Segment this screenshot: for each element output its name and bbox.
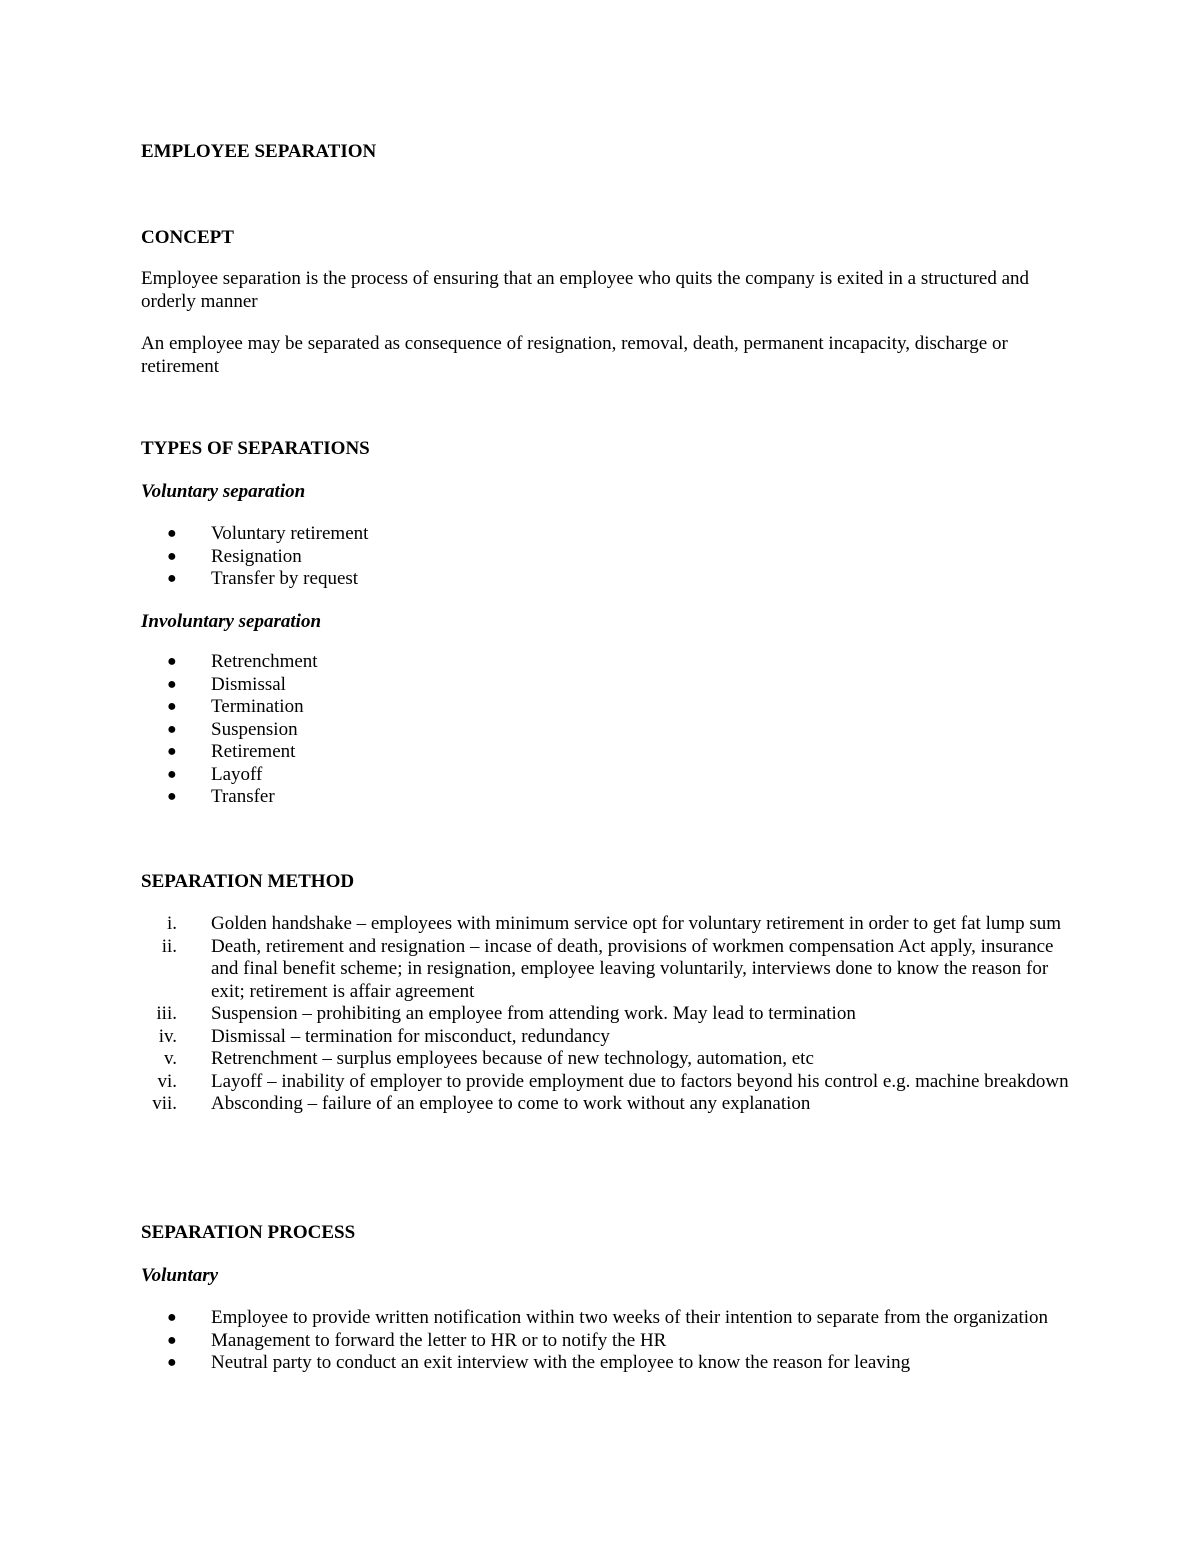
bullet-icon: ● — [167, 1331, 177, 1349]
bullet-icon: ● — [167, 1309, 177, 1326]
bullet-icon: ● — [167, 720, 177, 738]
bullet-icon: ● — [167, 743, 177, 760]
list-item: v. Retrenchment – surplus employees because of new technology, automation, etc — [163, 1048, 814, 1069]
list-item: ● Dismissal — [167, 673, 286, 695]
list-item: ● Retrenchment — [167, 651, 318, 672]
list-item: i. Golden handshake – employees with minimum service opt for voluntary retirement in order to get fat lump sum — [166, 913, 1062, 934]
voluntary-separation-heading: Voluntary separation — [141, 481, 306, 502]
document-title: EMPLOYEE SEPARATION — [141, 141, 377, 162]
list-item: vi. Layoff – inability of employer to provide employment due to factors beyond his control e.g. machine breakdown — [157, 1070, 1069, 1092]
bullet-icon: ● — [167, 698, 177, 715]
bullet-icon: ● — [167, 653, 177, 670]
concept-paragraph-2: An employee may be separated as consequence of resignation, removal, death, permanent incapacity, discharge or retirement — [141, 333, 1008, 377]
list-item: iii. Suspension – prohibiting an employee from attending work. May lead to termination — [156, 1003, 856, 1024]
list-item: ● Termination — [167, 696, 304, 717]
bullet-icon: ● — [167, 525, 177, 542]
list-item: ● Neutral party to conduct an exit interview with the employee to know the reason for leaving — [167, 1352, 911, 1373]
involuntary-separation-list — [141, 651, 1071, 809]
types-heading: TYPES OF SEPARATIONS — [141, 438, 370, 459]
list-item: ● Management to forward the letter to HR or to notify the HR — [167, 1329, 667, 1351]
list-item: vii. Absconding – failure of an employee to come to work without any explanation — [152, 1093, 811, 1114]
process-voluntary-heading: Voluntary — [141, 1265, 219, 1286]
list-item: ● Resignation — [167, 545, 302, 567]
separation-method-list — [141, 913, 1071, 1116]
list-item: ● Transfer — [167, 786, 275, 807]
bullet-icon: ● — [167, 1354, 177, 1371]
bullet-icon: ● — [167, 788, 177, 805]
list-item: ● Transfer by request — [167, 568, 359, 589]
list-item: ● Suspension — [167, 718, 298, 740]
bullet-icon: ● — [167, 765, 177, 783]
list-item: ● Employee to provide written notification within two weeks of their intention to separate from the organization — [167, 1307, 1049, 1328]
process-heading: SEPARATION PROCESS — [141, 1222, 356, 1243]
list-item: ii. Death, retirement and resignation – incase of death, provisions of workmen compensation Act apply, insurance and final benefit scheme; in resignation, employee leaving voluntarily, interviews done to know the reason for exit; retirement is affair agreement — [161, 935, 1054, 1002]
bullet-icon: ● — [167, 570, 177, 587]
concept-paragraph-1: Employee separation is the process of ensuring that an employee who quits the company is exited in a structured and orderly manner — [141, 268, 1030, 312]
list-item: ● Layoff — [167, 763, 263, 785]
list-item: ● Retirement — [167, 741, 296, 762]
concept-heading: CONCEPT — [141, 227, 234, 248]
list-item: ● Voluntary retirement — [167, 523, 369, 544]
bullet-icon: ● — [167, 675, 177, 693]
bullet-icon: ● — [167, 547, 177, 565]
process-voluntary-list — [141, 1307, 1071, 1375]
method-heading: SEPARATION METHOD — [141, 871, 355, 892]
involuntary-separation-heading: Involuntary separation — [141, 611, 322, 632]
voluntary-separation-list — [141, 523, 1071, 591]
list-item: iv. Dismissal – termination for misconduct, redundancy — [158, 1025, 610, 1047]
